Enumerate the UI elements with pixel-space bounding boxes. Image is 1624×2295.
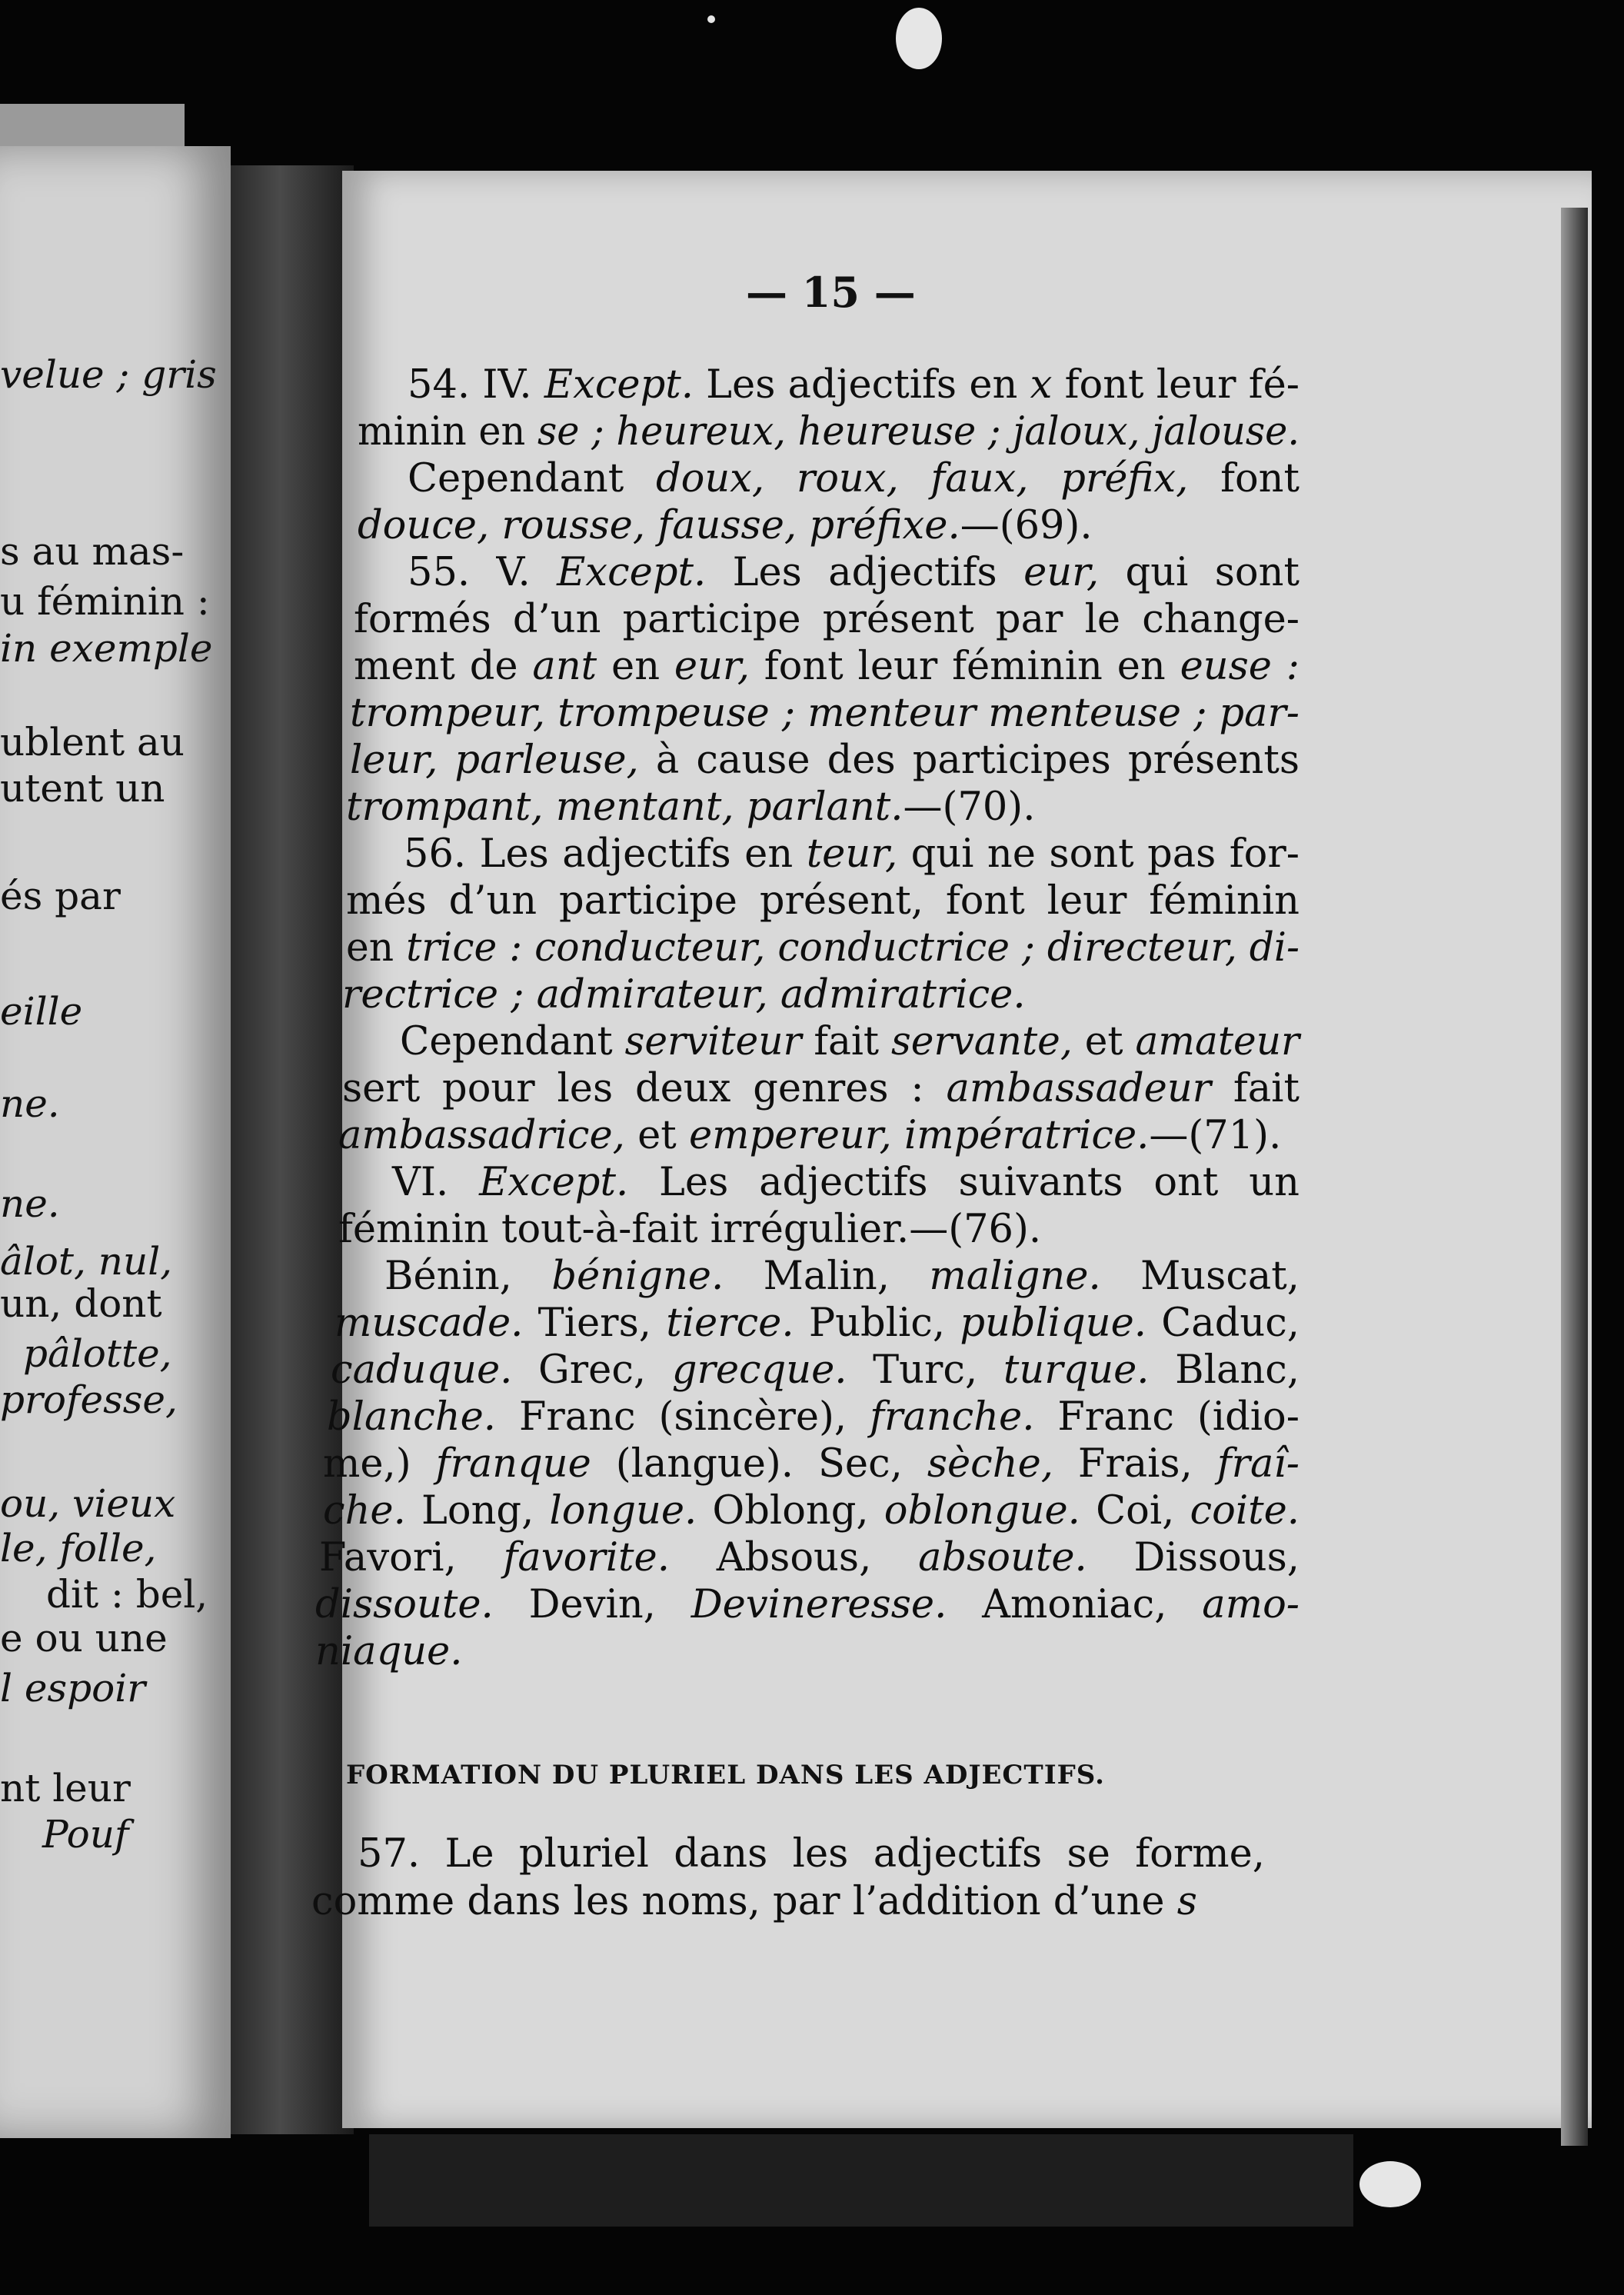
- text-run: Muscat,: [1100, 1254, 1300, 1299]
- italic-run: muscade.: [334, 1301, 524, 1346]
- left-page-fragment: pâlotte,: [23, 1331, 172, 1376]
- dust-speck: [707, 15, 715, 23]
- text-run: Dissous,: [1087, 1535, 1300, 1581]
- italic-run: oblongue.: [884, 1488, 1080, 1534]
- text-run: —(70).: [903, 784, 1036, 830]
- text-run: Absous,: [669, 1535, 919, 1581]
- text-run: Frais,: [1053, 1441, 1217, 1487]
- page-number: — 15 —: [746, 268, 916, 317]
- text-run: et: [624, 1113, 689, 1158]
- italic-run: servante,: [891, 1019, 1073, 1064]
- text-run: à cause des participes présents: [638, 738, 1300, 783]
- italic-run: che.: [323, 1488, 406, 1534]
- italic-run: amateur: [1135, 1019, 1300, 1064]
- book-gutter: [231, 165, 354, 2134]
- italic-run: leur, parleuse,: [350, 738, 639, 783]
- italic-run: fraî-: [1216, 1441, 1300, 1487]
- italic-run: franque: [435, 1441, 591, 1487]
- text-line: [358, 409, 1300, 455]
- italic-run: blanche.: [327, 1394, 497, 1440]
- left-page-fragment: ne.: [0, 1081, 60, 1126]
- text-line: [408, 456, 1300, 501]
- text-run: féminin tout-à-fait irrégulier.—(76).: [338, 1207, 1042, 1252]
- italic-run: teur,: [806, 831, 898, 877]
- left-page-fragment: eille: [0, 989, 83, 1034]
- text-run: Malin,: [724, 1254, 930, 1299]
- text-run: 56. Les adjectifs en: [404, 831, 807, 877]
- text-line: [354, 644, 1300, 689]
- italic-run: ant: [532, 644, 597, 689]
- text-run: Cependant: [408, 456, 656, 501]
- text-run: Bénin,: [384, 1254, 552, 1299]
- italic-run: longue.: [549, 1488, 697, 1534]
- italic-run: eur,: [674, 644, 750, 689]
- italic-run: bénigne.: [551, 1254, 724, 1299]
- bottom-shadow: [369, 2134, 1353, 2227]
- text-run: Grec,: [512, 1347, 672, 1393]
- text-run: Les adjectifs suivants ont un: [628, 1160, 1300, 1205]
- text-run: VI.: [392, 1160, 480, 1205]
- dust-speck: [1359, 2161, 1421, 2207]
- text-run: Oblong,: [697, 1488, 884, 1534]
- text-run: Coi,: [1080, 1488, 1190, 1534]
- text-run: Devin,: [493, 1582, 691, 1627]
- text-run: 55. V.: [408, 550, 557, 595]
- left-page-fragment: ou, vieux: [0, 1481, 176, 1526]
- text-run: Turc,: [847, 1347, 1003, 1393]
- dust-speck: [896, 8, 942, 69]
- left-page-fragment: és par: [0, 874, 121, 918]
- text-run: en: [346, 925, 407, 971]
- left-page-fragment: ublent au: [0, 720, 185, 764]
- italic-run: doux, roux, faux, préfix,: [655, 456, 1189, 501]
- italic-run: favorite.: [503, 1535, 670, 1581]
- italic-run: Except.: [557, 550, 707, 595]
- text-line: [323, 1488, 1300, 1534]
- text-run: qui ne sont pas for-: [897, 831, 1300, 877]
- italic-run: grecque.: [671, 1347, 847, 1393]
- text-line: [384, 1254, 1300, 1299]
- text-line: [408, 550, 1300, 595]
- left-page-fragment: dit : bel,: [46, 1572, 208, 1617]
- text-run: Les adjectifs en: [693, 362, 1030, 408]
- left-page-fragment: nt leur: [0, 1766, 131, 1810]
- italic-run: coite.: [1190, 1488, 1300, 1534]
- italic-run: dissoute.: [315, 1582, 494, 1627]
- text-run: sert pour les deux genres :: [342, 1066, 947, 1111]
- text-run: fait: [801, 1019, 892, 1064]
- text-line: [311, 1879, 1197, 1924]
- italic-run: sèche,: [927, 1441, 1053, 1487]
- left-page-fragment: e ou une: [0, 1616, 168, 1660]
- text-line: [408, 362, 1300, 408]
- text-run: Tiers,: [523, 1301, 667, 1346]
- text-run: font leur féminin en: [749, 644, 1180, 689]
- text-run: Cependant: [400, 1019, 625, 1064]
- left-page-fragment: âlot, nul,: [0, 1239, 173, 1284]
- text-line: [358, 503, 1093, 548]
- section-heading: FORMATION DU PLURIEL DANS LES ADJECTIFS.: [346, 1760, 1105, 1790]
- italic-run: trompant, mentant, parlant.: [346, 784, 904, 830]
- left-page-fragment: in exemple: [0, 626, 213, 671]
- left-page-fragment: Pouf: [42, 1812, 129, 1857]
- left-page-fragment: le, folle,: [0, 1526, 157, 1571]
- text-line: [400, 1019, 1300, 1064]
- text-line: [392, 1160, 1300, 1205]
- text-run: comme dans les noms, par l’addition d’une: [311, 1879, 1177, 1924]
- text-run: més d’un participe présent, font leur féminin: [346, 878, 1300, 924]
- right-page-edge: [1561, 208, 1588, 2146]
- text-line: [346, 925, 1300, 971]
- text-run: font leur fé-: [1052, 362, 1300, 408]
- italic-run: turque.: [1003, 1347, 1150, 1393]
- text-run: minin en: [358, 409, 537, 455]
- left-page-fragment: utent un: [0, 766, 165, 811]
- text-run: et: [1072, 1019, 1136, 1064]
- text-line: [323, 1441, 1300, 1487]
- italic-run: Except.: [544, 362, 694, 408]
- text-line: [346, 784, 1036, 830]
- italic-run: x: [1030, 362, 1053, 408]
- text-run: Blanc,: [1149, 1347, 1300, 1393]
- left-page-fragment: s au mas-: [0, 529, 185, 574]
- text-run: Caduc,: [1146, 1301, 1300, 1346]
- italic-run: empereur, impératrice.: [688, 1113, 1150, 1158]
- text-line: [354, 597, 1300, 642]
- text-line: [404, 831, 1300, 877]
- italic-run: se ; heureux, heureuse ; jaloux, jalouse.: [537, 409, 1300, 455]
- text-line: [315, 1582, 1300, 1627]
- text-line: [350, 691, 1300, 736]
- text-run: ment de: [354, 644, 533, 689]
- text-line: [342, 972, 1026, 1018]
- italic-run: trompeur, trompeuse ; menteur menteuse ; par-: [350, 691, 1300, 736]
- text-line: [327, 1394, 1300, 1440]
- text-line: [331, 1347, 1300, 1393]
- left-page-fragment: u féminin :: [0, 579, 210, 624]
- text-line: [350, 738, 1300, 783]
- italic-run: maligne.: [929, 1254, 1101, 1299]
- text-run: Les adjectifs: [706, 550, 1024, 595]
- text-run: 54. IV.: [408, 362, 544, 408]
- left-page-fragment: professe,: [0, 1377, 178, 1422]
- text-run: Franc (sincère),: [496, 1394, 870, 1440]
- text-run: fait: [1211, 1066, 1300, 1111]
- text-line: [319, 1535, 1300, 1581]
- text-run: font: [1188, 456, 1300, 501]
- left-page-fragment: l espoir: [0, 1666, 146, 1710]
- text-line: [338, 1113, 1282, 1158]
- italic-run: Devineresse.: [691, 1582, 947, 1627]
- text-run: 57. Le pluriel dans les adjectifs se forme,: [358, 1831, 1265, 1877]
- italic-run: Except.: [479, 1160, 629, 1205]
- text-run: —(69).: [960, 503, 1093, 548]
- text-run: Franc (idio-: [1034, 1394, 1300, 1440]
- italic-run: ambassadeur: [946, 1066, 1212, 1111]
- italic-run: rectrice ; admirateur, admiratrice.: [342, 972, 1026, 1018]
- text-run: me,): [323, 1441, 436, 1487]
- italic-run: ambassadrice,: [338, 1113, 625, 1158]
- text-line: [358, 1831, 1265, 1877]
- italic-run: serviteur: [624, 1019, 802, 1064]
- italic-run: amo-: [1202, 1582, 1300, 1627]
- text-line: [342, 1066, 1300, 1111]
- italic-run: publique.: [960, 1301, 1146, 1346]
- italic-run: euse :: [1180, 644, 1300, 689]
- text-line: [315, 1629, 463, 1674]
- text-run: Long,: [405, 1488, 550, 1534]
- text-line: [346, 878, 1300, 924]
- italic-run: tierce.: [666, 1301, 794, 1346]
- text-run: —(71).: [1149, 1113, 1282, 1158]
- left-page-fragment: un, dont: [0, 1281, 162, 1326]
- italic-run: franche.: [870, 1394, 1035, 1440]
- text-run: formés d’un participe présent par le change-: [354, 597, 1300, 642]
- text-line: [334, 1301, 1300, 1346]
- text-run: Amoniac,: [947, 1582, 1203, 1627]
- text-run: en: [597, 644, 674, 689]
- italic-run: douce, rousse, fausse, préfixe.: [358, 503, 960, 548]
- italic-run: absoute.: [918, 1535, 1087, 1581]
- italic-run: niaque.: [315, 1629, 463, 1674]
- text-run: (langue). Sec,: [591, 1441, 927, 1487]
- text-run: Favori,: [319, 1535, 504, 1581]
- left-page-fragment: ne.: [0, 1181, 60, 1226]
- text-run: qui sont: [1099, 550, 1300, 595]
- text-run: Public,: [794, 1301, 960, 1346]
- italic-run: eur,: [1023, 550, 1100, 595]
- left-page-fragment: velue ; gris: [0, 352, 217, 397]
- italic-run: s: [1176, 1879, 1197, 1924]
- text-line: [338, 1207, 1042, 1252]
- italic-run: caduque.: [331, 1347, 513, 1393]
- italic-run: trice : conducteur, conductrice ; directeur, di-: [406, 925, 1300, 971]
